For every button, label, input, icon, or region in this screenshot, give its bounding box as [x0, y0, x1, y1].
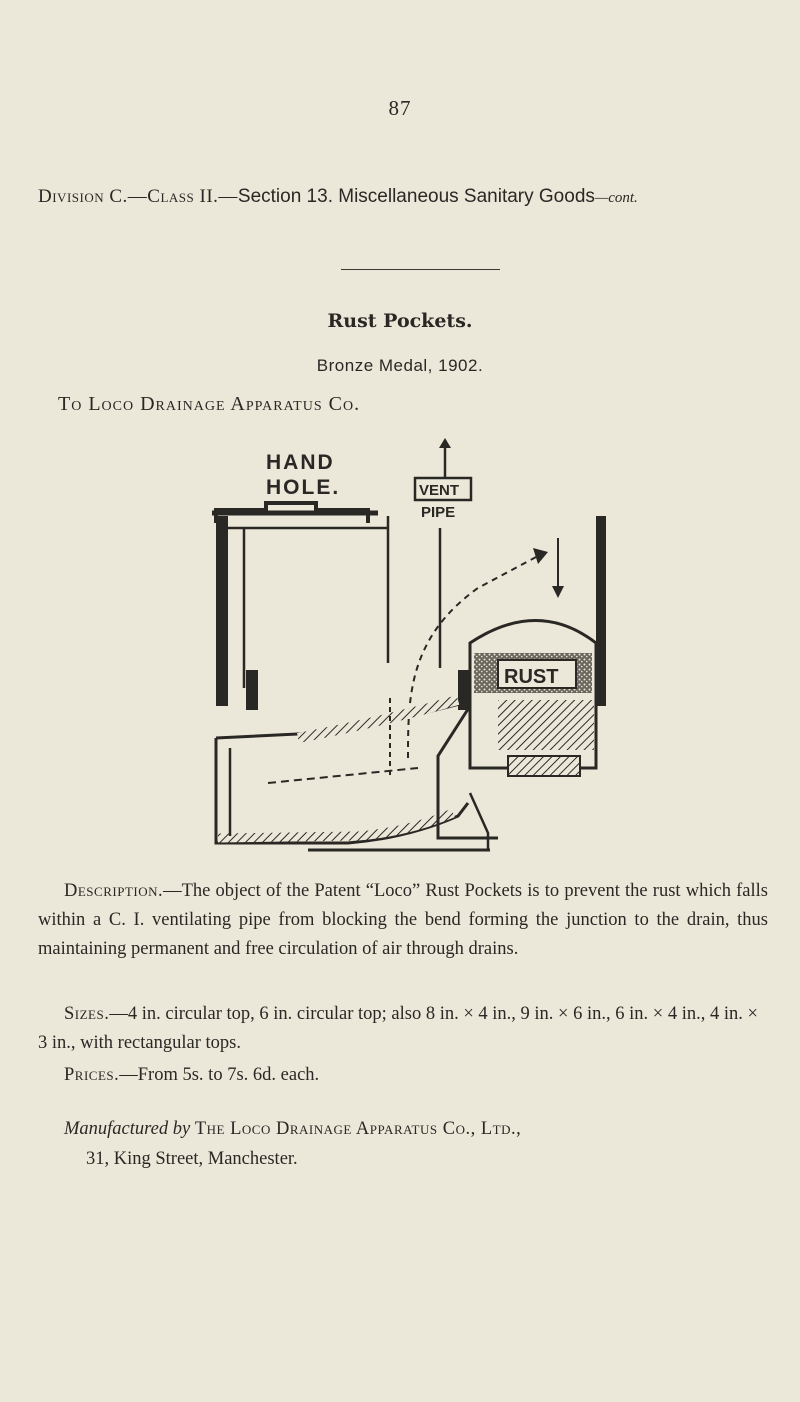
vent-arrow-head: [439, 438, 451, 448]
sizes-lead: Sizes.: [64, 1004, 110, 1024]
drain-base: [216, 738, 468, 843]
product-title: Rust Pockets.: [327, 310, 473, 332]
bend-hatch-top: [298, 700, 458, 738]
left-band: [246, 670, 258, 710]
drain-hatch-bottom: [218, 813, 453, 838]
section-label: Section 13. Miscellaneous Sanitary Goods: [237, 186, 595, 207]
hole-label: HOLE.: [266, 476, 341, 499]
left-pipe-wall: [216, 516, 228, 706]
manufacturer-address: 31, King Street, Manchester.: [86, 1149, 298, 1169]
bend-dashed: [268, 768, 418, 783]
description-text: —The object of the Patent “Loco” Rust Pockets is to prevent the rust which falls within a C. I. ventilating pipe from blocking the bend forming the junction to the drain, thus maintaining permanent and free circulation of air through drains.: [38, 881, 768, 959]
description-paragraph: [38, 877, 768, 964]
vent-label: VENT: [419, 482, 460, 499]
award-line: Bronze Medal, 1902.: [316, 356, 484, 375]
description-lead: Description.: [64, 881, 164, 901]
sizes-text: —4 in. circular top, 6 in. circular top; also 8 in. × 4 in., 9 in. × 6 in., 6 in. × 4 in., 4 in. × 3 in., with rectangular tops.: [38, 1004, 758, 1053]
sizes-paragraph: [38, 1000, 768, 1058]
manufacturer-paragraph: [64, 1114, 784, 1174]
manufacturer-firm: The Loco Drainage Apparatus Co., Ltd.,: [194, 1119, 522, 1139]
prices-lead: Prices.: [64, 1065, 120, 1085]
rust-foot: [508, 756, 580, 776]
division-label: Division C.—Class II.—: [38, 186, 238, 207]
prices-paragraph: [64, 1061, 794, 1090]
rust-label: RUST: [504, 666, 559, 688]
prices-text: —From 5s. to 7s. 6d. each.: [119, 1065, 320, 1085]
rust-base-hatch: [498, 700, 594, 750]
rust-pocket-diagram: [208, 438, 618, 858]
manufacturer-by: Manufactured by: [64, 1119, 191, 1139]
pipe-label: PIPE: [421, 504, 456, 521]
page-number: 87: [388, 96, 412, 120]
continued-label: —cont.: [594, 190, 638, 206]
divider-rule: [341, 269, 500, 270]
awardee-line: To Loco Drainage Apparatus Co.: [58, 393, 361, 415]
section-heading: [38, 186, 798, 208]
hand-label: HAND: [266, 451, 335, 474]
